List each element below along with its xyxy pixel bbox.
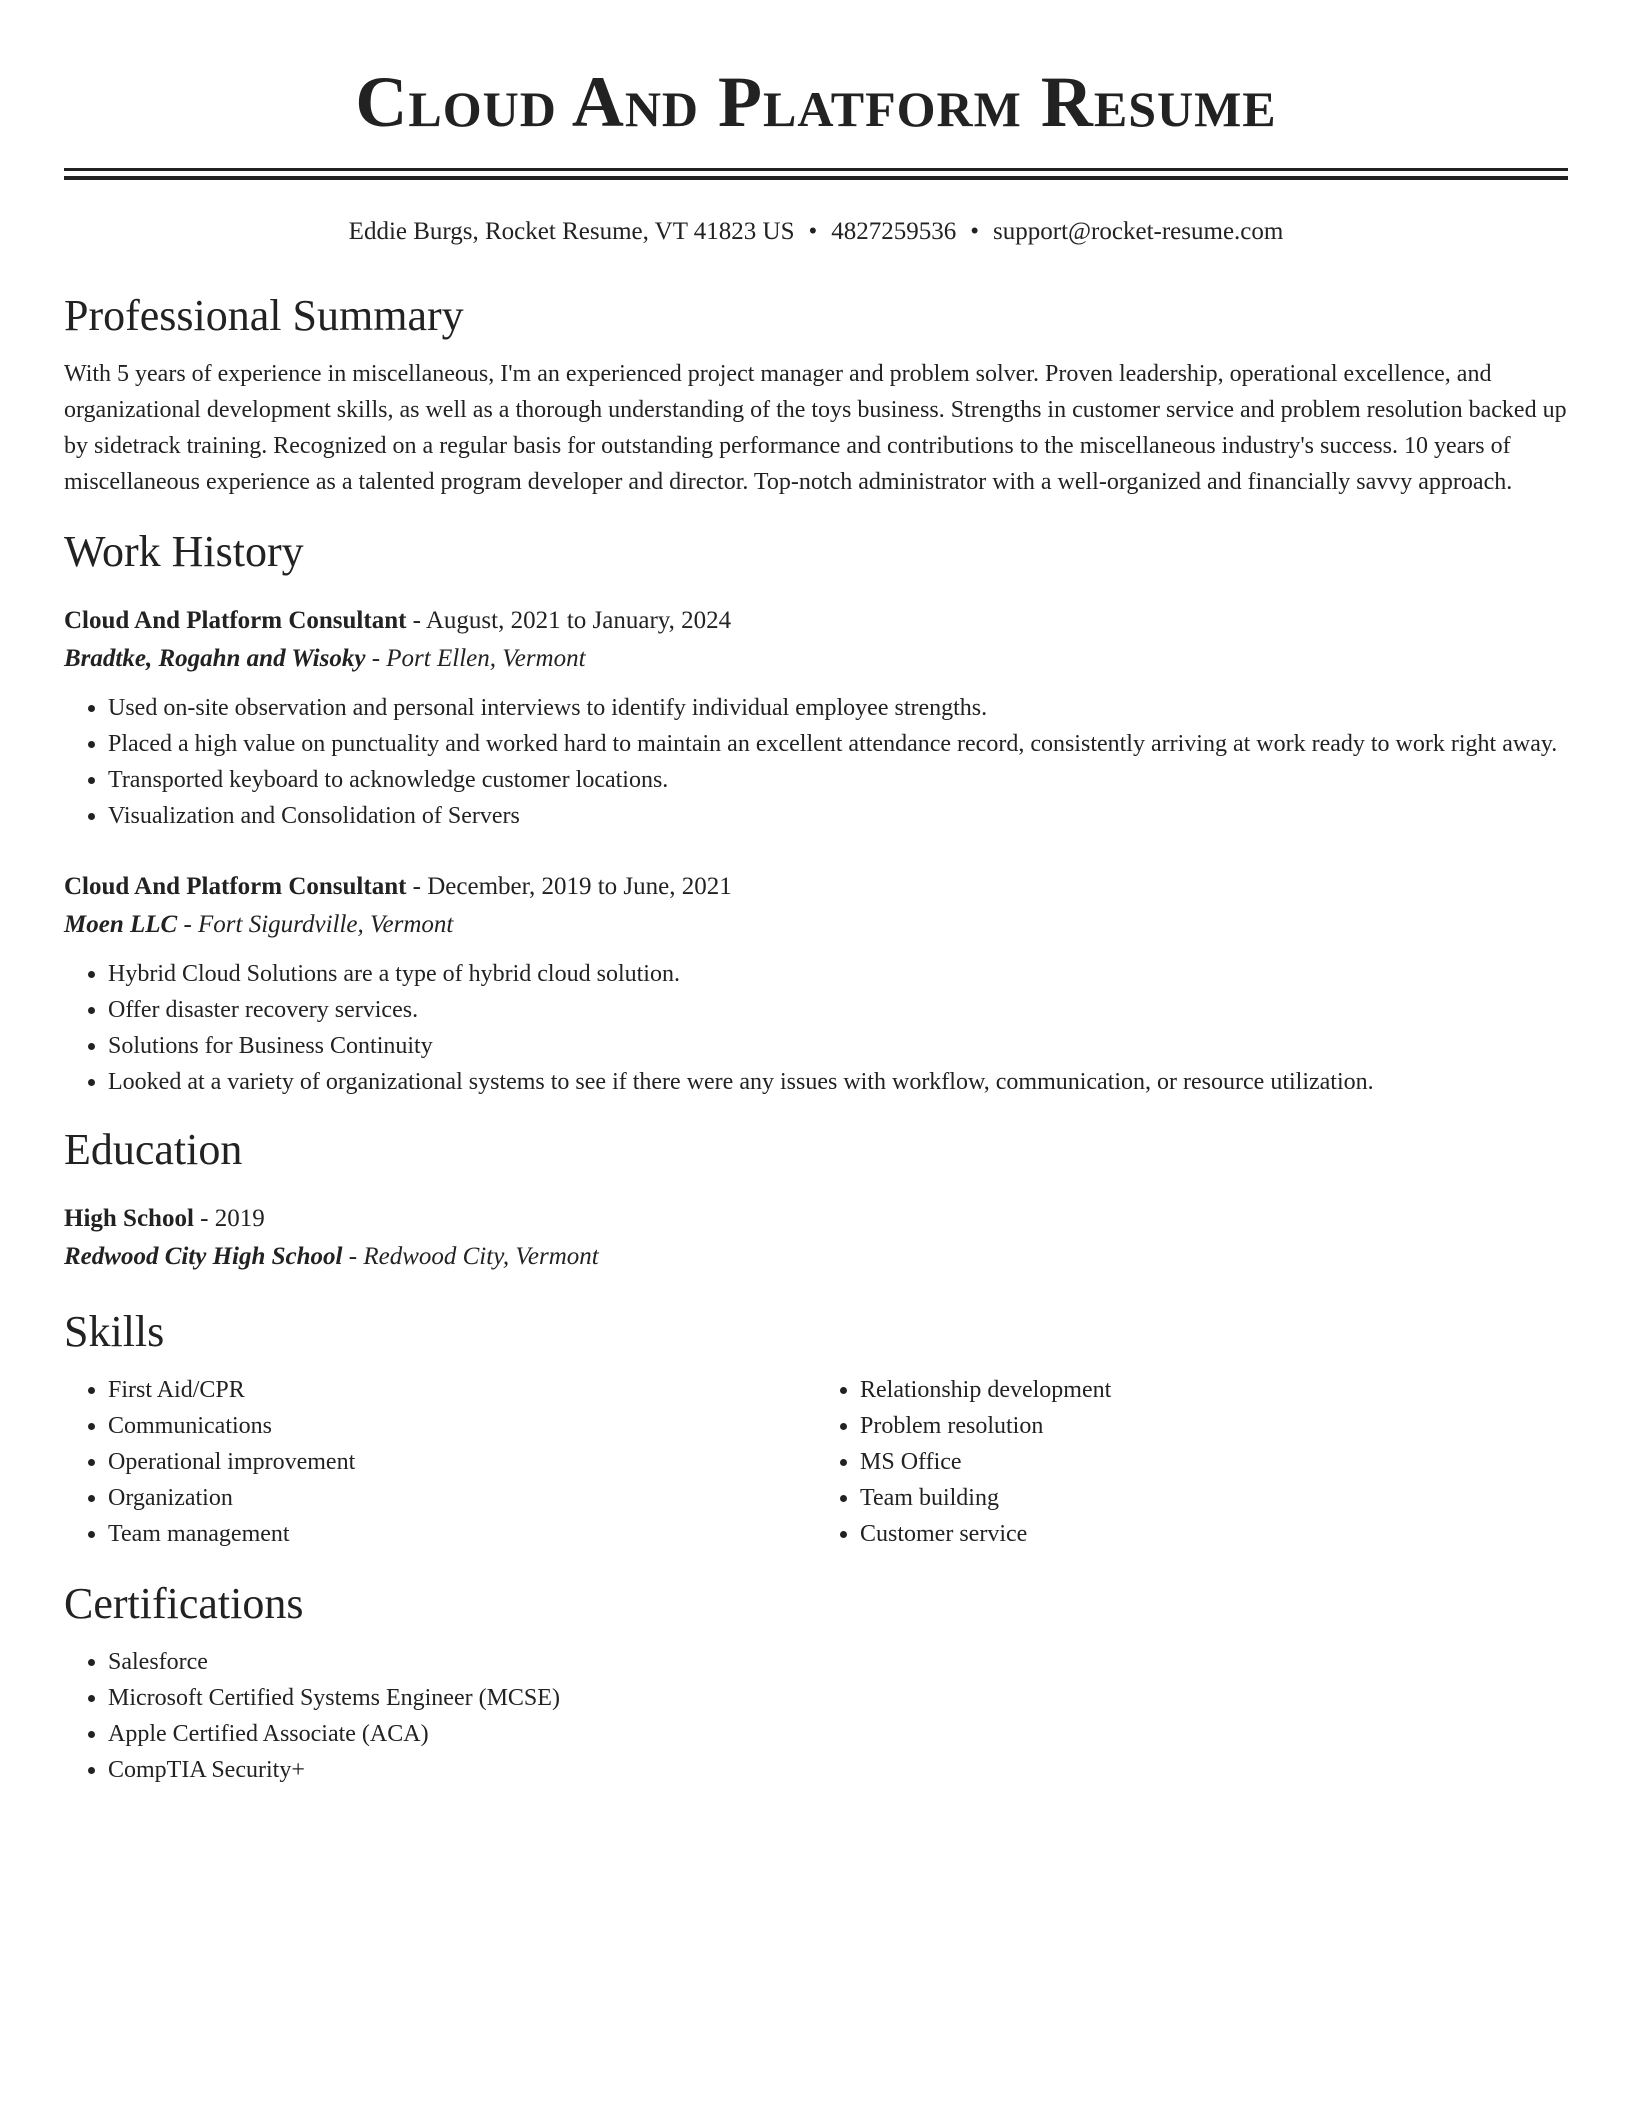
contact-line [64,216,1568,248]
title-double-rule [64,168,1568,180]
summary-heading: Professional Summary [64,291,464,340]
job-duties-list [64,956,1568,1100]
job-duty: • Looked at a variety of organizational systems to see if there were any issues with workflow, communication, or resource utilization. [108,1064,1568,1100]
work-history-heading: Work History [64,527,304,576]
degree: High School [64,1205,194,1232]
job-duty: • Visualization and Consolidation of Servers [108,798,1568,834]
skills-grid [64,1372,1568,1552]
contact-separator: • [808,218,818,245]
contact-phone: 4827259536 [831,218,957,245]
school-name: Redwood City High School [64,1243,343,1270]
job-duty: • Placed a high value on punctuality and worked hard to maintain an excellent attendance record, consistently arriving at work ready to work right away. [108,726,1568,762]
skill-item: • Relationship development [860,1372,1568,1408]
contact-address: Eddie Burgs, Rocket Resume, VT 41823 US [348,218,795,245]
company-location: - Port Ellen, Vermont [365,645,586,672]
skill-item: • MS Office [860,1444,1568,1480]
certification-item: • Salesforce [108,1644,1568,1680]
school-line [64,1238,1568,1276]
job-title: Cloud And Platform Consultant [64,607,407,634]
job-duty: • Used on-site observation and personal interviews to identify individual employee strengths. [108,690,1568,726]
job-duty: • Solutions for Business Continuity [108,1028,1568,1064]
skill-item: • Problem resolution [860,1408,1568,1444]
job-title-line [64,602,1568,640]
summary-text: With 5 years of experience in miscellaneous, I'm an experienced project manager and problem solver. Proven leadership, operational excellence, and organizational development skills, as well as a thorough understanding of the toys business. Strengths in customer service and problem resolution backed up by sidetrack training. Recognized on a regular basis for outstanding performance and contributions to the miscellaneous industry's success. 10 years of miscellaneous experience as a talented program developer and director. Top-notch administrator with a well-organized and financially savvy approach. [64,361,1567,495]
job-dates: - August, 2021 to January, 2024 [406,607,732,634]
skill-item: • Operational improvement [108,1444,816,1480]
skill-item: • Customer service [860,1516,1568,1552]
job-duties-list [64,690,1568,834]
graduation-year: - 2019 [193,1205,265,1232]
job-entry [64,868,1568,1100]
certifications-list [64,1644,1568,1788]
job-entry [64,602,1568,834]
contact-email: support@rocket-resume.com [993,218,1284,245]
degree-line [64,1200,1568,1238]
certifications-heading: Certifications [64,1579,304,1628]
skill-item: • Team management [108,1516,816,1552]
certification-item: • Apple Certified Associate (ACA) [108,1716,1568,1752]
company-line [64,640,1568,678]
company-location: - Fort Sigurdville, Vermont [177,911,454,938]
job-duty: • Hybrid Cloud Solutions are a type of hybrid cloud solution. [108,956,1568,992]
skills-heading: Skills [64,1307,165,1356]
job-title: Cloud And Platform Consultant [64,873,407,900]
skill-item: • Organization [108,1480,816,1516]
job-duty: • Transported keyboard to acknowledge customer locations. [108,762,1568,798]
skills-list-right [816,1372,1568,1552]
job-duty: • Offer disaster recovery services. [108,992,1568,1028]
resume-title: Cloud And Platform Resume [355,62,1277,142]
education-heading: Education [64,1125,243,1174]
school-location: - Redwood City, Vermont [342,1243,599,1270]
skill-item: • First Aid/CPR [108,1372,816,1408]
company-name: Bradtke, Rogahn and Wisoky [64,645,366,672]
company-line [64,906,1568,944]
education-entry [64,1200,1568,1276]
certification-item: • Microsoft Certified Systems Engineer (MCSE) [108,1680,1568,1716]
skills-list-left [64,1372,816,1552]
skill-item: • Communications [108,1408,816,1444]
job-dates: - December, 2019 to June, 2021 [406,873,732,900]
certification-item: • CompTIA Security+ [108,1752,1568,1788]
job-title-line [64,868,1568,906]
company-name: Moen LLC [64,911,178,938]
skill-item: • Team building [860,1480,1568,1516]
contact-separator: • [970,218,980,245]
